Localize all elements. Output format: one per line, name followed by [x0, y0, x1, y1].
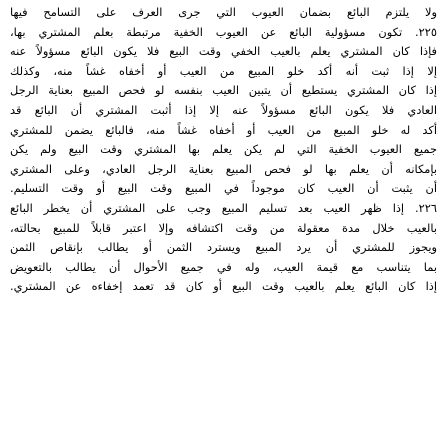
text-line: ٢٢٥. تكون مسؤولية البائع عن العيوب الخفية مرتبطة بعلم المشتري بها، [10, 24, 437, 39]
text-line: فإذا كان المشتري يعلم بالعيب الخفي وقت البيع فلا يكون البائع مسؤولاً عنه [10, 44, 437, 59]
text-line: بإمكانه أن يعلم بها لو فحص المبيع بعناية الرجل العادي، وعلى المشتري [10, 161, 437, 176]
text-line: ٢٢٦. إذا ظهر العيب بعد تسليم المبيع وجب على المشتري أن يخطر البائع [10, 200, 437, 215]
text-line: بما يتناسب مع قيمة العيب، وله في جميع الأحوال أن يطالب بالتعويض [10, 259, 437, 274]
text-line: جميع العيوب الخفية التي لم يكن يعلم بها المشتري وقت البيع ولم يكن [10, 142, 437, 157]
text-line: أكد له خلو المبيع من العيب أو أخفاه غشاً منه، فالبائع يضمن للمشتري [10, 122, 437, 137]
text-line: العادي فلا يكون البائع مسؤولاً عنه إلا إذا أثبت المشتري أن البائع قد [10, 102, 437, 117]
text-line: إلا إذا ثبت أنه أكد خلو المبيع من العيب أو أخفاه غشاً منه، وكذلك [10, 63, 437, 78]
text-line: إذا كان البائع يعلم بالعيب وقت البيع أو كان قد تعمد إخفاءه عن المشتري. [10, 279, 437, 294]
text-line: ولا يلتزم البائع بضمان العيوب التي جرى العرف على التسامح فيها [10, 5, 437, 19]
text-line: بالعيب خلال مدة معقولة من وقت اكتشافه وإلا اعتبر قابلاً للمبيع بحالته، [10, 220, 437, 235]
text-line: أن يثبت أن العيب كان موجوداً في المبيع وقت البيع أو وقت التسليم. [10, 181, 437, 196]
text-line: إذا كان المشتري يستطيع أن يتبين العيب بنفسه لو فحص المبيع بعناية الرجل [10, 83, 437, 98]
text-line: ويجوز للمشتري أن يرد المبيع ويسترد الثمن أو يطالب بإنقاص الثمن [10, 240, 437, 255]
